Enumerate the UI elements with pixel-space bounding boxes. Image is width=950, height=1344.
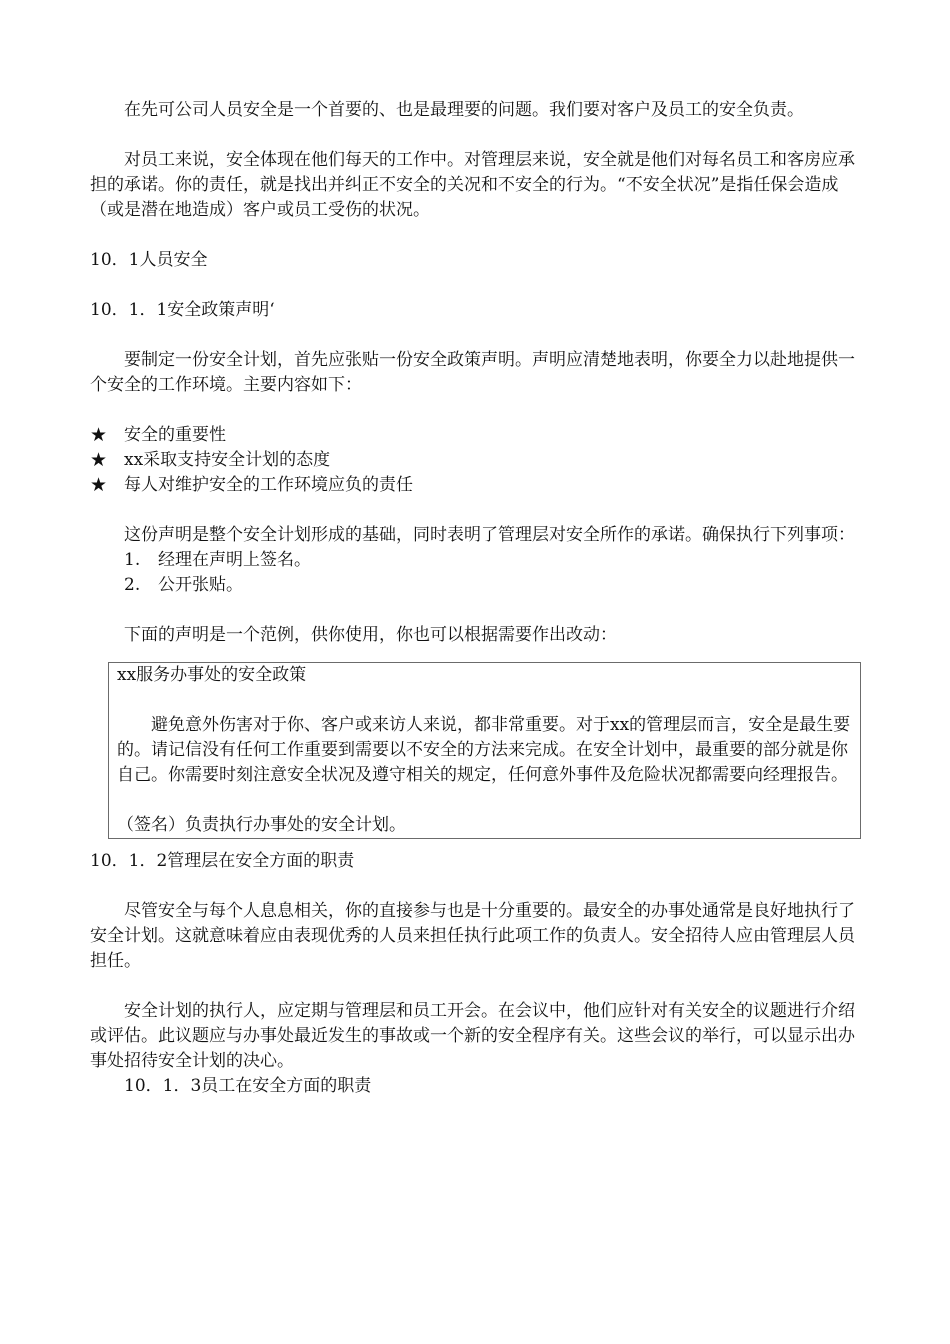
list-item xyxy=(124,573,860,598)
policy-body: 避免意外伤害对于你、客户或来访人来说，都非常重要。对于xx的管理层而言，安全是最生要的。请记信没有任何工作重要到需要以不安全的方法来完成。在安全计划中，最重要的部分就是你自己。你需要时刻注意安全状况及遵守相关的规定，任何意外事件及危险状况都需要向经理报告。 xyxy=(117,715,851,785)
list-number: 1. xyxy=(124,550,141,570)
bullet-text: 安全的重要性 xyxy=(124,425,226,445)
policy-intro-paragraph: 要制定一份安全计划，首先应张贴一份安全政策声明。声明应清楚地表明，你要全力以赴地提供一个安全的工作环境。主要内容如下： xyxy=(90,350,855,395)
list-item xyxy=(90,423,860,448)
policy-statement-box xyxy=(108,662,861,839)
star-icon: ★ xyxy=(90,474,108,496)
list-text: 公开张贴。 xyxy=(158,575,243,595)
responsibility-paragraph: 对员工来说，安全体现在他们每天的工作中。对管理层来说，安全就是他们对每名员工和客房应承担的承诺。你的责任，就是找出并纠正不安全的关况和不安全的行为。“不安全状况”是指任保会造成（或是潜在地造成）客户或员工受伤的状况。 xyxy=(90,150,855,220)
bullet-list xyxy=(90,423,860,498)
bullet-text: xx采取支持安全计划的态度 xyxy=(124,450,331,470)
list-number: 2. xyxy=(124,575,141,595)
star-icon: ★ xyxy=(90,449,108,471)
example-intro-paragraph: 下面的声明是一个范例，供你使用，你也可以根据需要作出改动： xyxy=(124,625,617,645)
section-heading-10-1-1: 10．1．1安全政策声明‘ xyxy=(90,300,275,320)
list-item xyxy=(90,473,860,498)
document-page xyxy=(90,98,860,1099)
management-paragraph: 尽管安全与每个人息息相关，你的直接参与也是十分重要的。最安全的办事处通常是良好地执行了安全计划。这就意味着应由表现优秀的人员来担任执行此项工作的负责人。安全招待人应由管理层人员担任。 xyxy=(90,901,855,971)
policy-title: xx服务办事处的安全政策 xyxy=(117,665,307,685)
numbered-list xyxy=(90,548,860,598)
list-text: 经理在声明上签名。 xyxy=(158,550,311,570)
intro-paragraph: 在先可公司人员安全是一个首要的、也是最理要的问题。我们要对客户及员工的安全负责。 xyxy=(124,100,804,120)
section-heading-10-1-3: 10．1．3员工在安全方面的职责 xyxy=(124,1076,372,1096)
section-heading-10-1: 10．1人员安全 xyxy=(90,250,208,270)
list-item xyxy=(90,448,860,473)
policy-signature: （签名）负责执行办事处的安全计划。 xyxy=(117,815,406,835)
foundation-paragraph: 这份声明是整个安全计划形成的基础，同时表明了管理层对安全所作的承诺。确保执行下列事项： xyxy=(124,525,855,545)
star-icon: ★ xyxy=(90,424,108,446)
meeting-paragraph: 安全计划的执行人，应定期与管理层和员工开会。在会议中，他们应针对有关安全的议题进行介绍或评估。此议题应与办事处最近发生的事故或一个新的安全程序有关。这些会议的举行，可以显示出办事处招待安全计划的决心。 xyxy=(90,1001,855,1071)
section-heading-10-1-2: 10．1．2管理层在安全方面的职责 xyxy=(90,851,355,871)
bullet-text: 每人对维护安全的工作环境应负的责任 xyxy=(124,475,413,495)
list-item xyxy=(124,548,860,573)
